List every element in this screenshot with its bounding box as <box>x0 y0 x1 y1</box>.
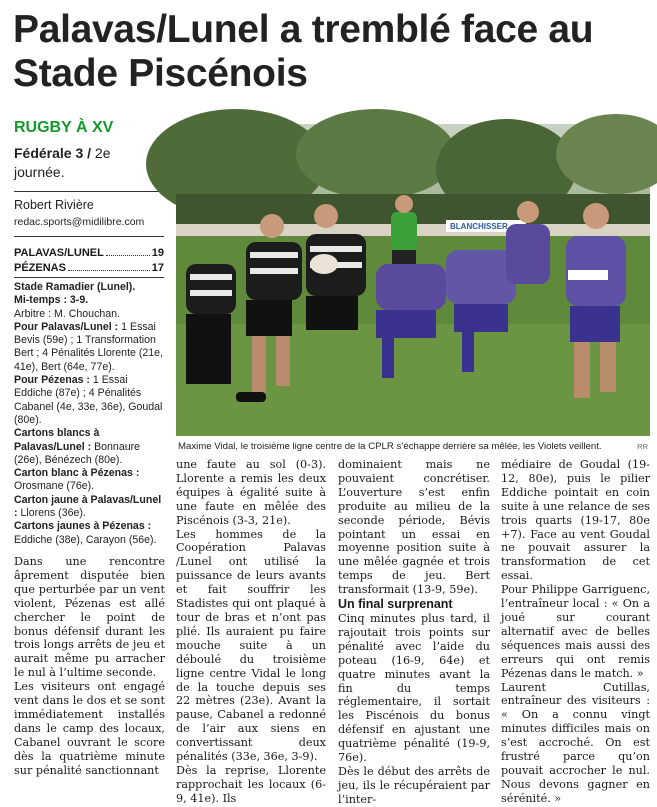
photo-credit: RR <box>637 442 648 451</box>
fact-text: Llorens (36e). <box>17 507 86 520</box>
fact-text: Bonnaure (26e), Bénézech (80e). <box>14 440 141 466</box>
fact-label: Pour Palavas/Lunel : <box>14 320 119 333</box>
fact-label: Carton jaune à Palavas/Lunel : <box>14 493 162 520</box>
fact-text: Arbitre : M. Chouchan. <box>14 307 120 320</box>
paragraph: Dans une rencontre âprement disputée bien que perturbée par un vent violent, Pézenas est allé chercher le point de bonus défensif durant les trois longs arrêts de jeu et aurait même pu arracher le nul à l’ultime seconde. <box>14 555 165 680</box>
team-name: PALAVAS/LUNEL <box>14 247 104 259</box>
paragraph: Cinq minutes plus tard, il rajoutait trois points sur pénalité avec l’aide du poteau (16-9, 64e) et quatre minutes avant la fin du temps réglementaire, il sortait les Piscénois du bonus défensif en ajustant une quatrième pénalité (19-9, 76e). <box>338 611 490 765</box>
competition-label: Fédérale 3 / <box>14 145 92 161</box>
dot-leader <box>106 248 150 256</box>
fact-label: Stade Ramadier (Lunel). <box>14 281 136 293</box>
caption-text: Maxime Vidal, le troisième ligne centre de la CPLR s’échappe derrière sa mêlée, les Violets veillent. <box>178 441 602 452</box>
fact-text: Eddiche (38e), Carayon (56e). <box>14 533 157 546</box>
fact-away-white-card <box>14 467 164 494</box>
match-photo <box>176 124 650 436</box>
round-label: 2e journée. <box>14 145 111 180</box>
paragraph: médiaire de Goudal (19-12, 80e), puis le pilier Eddiche pointait en coin suite à une relance de ses trois quarts (19-17, 80e +7). Face au vent Goudal ne pouvait assurer la transformation de cet essai. <box>501 458 650 583</box>
fact-referee <box>14 308 164 321</box>
fact-label: Mi-temps : 3-9. <box>14 294 89 307</box>
photo-caption <box>178 441 648 453</box>
fact-label: Carton blanc à Pézenas : <box>14 467 140 480</box>
fact-text: Orosmane (76e). <box>14 480 95 493</box>
paragraph: Dès la reprise, Llorente rapprochait les locaux (6-9, 41e). Ils <box>176 763 326 805</box>
paragraph: une faute au sol (0-3). Llorente a remis les deux équipes à égalité suite à une faute en mêlée des Piscénois (3-3, 21e). <box>176 458 326 527</box>
rugby-ball <box>310 254 338 274</box>
headline: Palavas/Lunel a tremblé face au Stade Piscénois <box>13 8 594 95</box>
article-column-4 <box>501 458 650 806</box>
competition-line <box>14 144 164 182</box>
subheading: Un final surprenant <box>338 597 453 612</box>
fact-home-yellow-card <box>14 494 164 521</box>
score-line-away <box>14 262 164 274</box>
team-name: PÉZENAS <box>14 262 66 274</box>
fact-text: 1 Essai Eddiche (87e) ; 4 Pénalités Cabanel (4e, 33e, 36e), Goudal (80e). <box>14 374 163 426</box>
rugby-scrum-photo <box>176 124 650 436</box>
referee <box>391 212 417 252</box>
fact-label: Cartons jaunes à Pézenas : <box>14 520 152 533</box>
paragraph: Dès le début des arrêts de jeu, ils le récupéraient par l’inter- <box>338 764 490 806</box>
banner-text: BLANCHISSER <box>450 222 508 231</box>
quote-paragraph: Pour Philippe Garriguenc, l’entraîneur local : « On a joué sur courant alternatif avec de belles séquences mais aussi des erreurs qui ont remis Pézenas dans le match. » <box>501 583 650 680</box>
fact-venue <box>14 281 164 294</box>
paragraph: Les visiteurs ont engagé vent dans le dos et se sont immédiatement installés dans le camp des locaux, Cabanel ouvrant le score dès la quatrième minute sur pénalité sanctionnant <box>14 680 165 777</box>
paragraph: Les hommes de la Coopération Palavas /Lunel ont utilisé la puissance de leurs avants et fait souffrir les Stadistes qui ont plaqué à tour de bras et n’ont pas plié. Ils auraient pu faire mouche suite à un déboulé du troisième ligne centre Vidal le long de la touche depuis ses 22 mètres (23e). Avant la pause, Cabanel a redonné de l’air aux siens en convertissant deux pénalités (33e, 36e, 3-9). <box>176 527 326 764</box>
fact-text: 1 Essai Bevis (59e) ; 1 Transformation Bert ; 4 Pénalités Llorente (21e, 41e), Bert (64e, 77e). <box>14 320 163 373</box>
fact-label: Pour Pézenas : <box>14 374 90 387</box>
fact-label: Cartons blancs à Palavas/Lunel : <box>14 427 100 453</box>
article-column-2 <box>176 458 326 806</box>
score-line-home <box>14 247 164 259</box>
section-kicker: RUGBY À XV <box>14 119 114 136</box>
paragraph: dominaient mais ne pouvaient concrétiser. L’ouverture s’est enfin produite au milieu de la seconde période, Bévis pointant un essai en moyenne position suite à une mêlée gagnée et trois temps de jeu. Bert transformait (13-9, 59e). <box>338 458 490 597</box>
divider <box>14 191 164 192</box>
team-points: 19 <box>151 247 164 259</box>
article-column-3 <box>338 458 490 807</box>
author-name: Robert Rivière <box>14 198 94 212</box>
dot-leader <box>68 263 150 271</box>
fact-halftime <box>14 294 164 307</box>
team-points: 17 <box>151 262 164 274</box>
author-email[interactable]: redac.sports@midilibre.com <box>14 216 145 228</box>
quote-paragraph: Laurent Cutillas, entraîneur des visiteurs : « On a connu vingt minutes difficiles mais on s’est accroché. On est frustré parce qu’on pouvait accrocher le nul. Nous devons gagner en sérénité. » <box>501 680 650 805</box>
match-factbox <box>14 281 164 547</box>
fact-home-white-cards <box>14 427 164 467</box>
fact-away-scorers <box>14 374 164 427</box>
article-column-1 <box>14 555 165 778</box>
fact-home-scorers <box>14 321 164 374</box>
fact-away-yellow-cards <box>14 520 164 547</box>
divider <box>14 236 164 237</box>
divider <box>14 277 164 278</box>
